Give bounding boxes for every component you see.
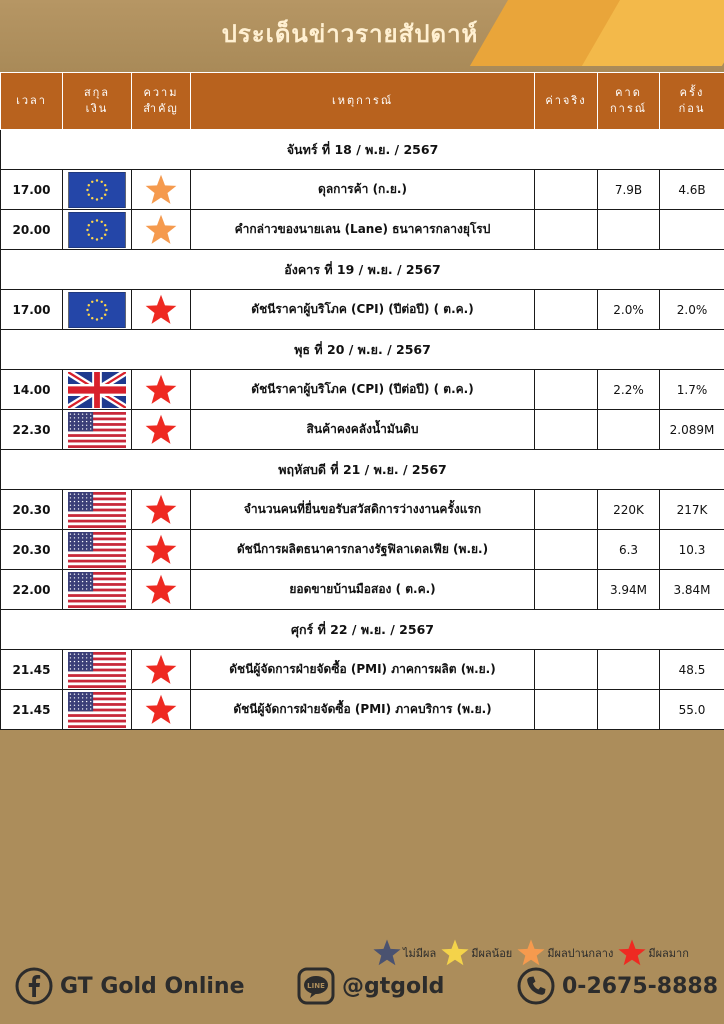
economic-calendar-table <box>0 72 724 730</box>
footer <box>0 962 724 1012</box>
eu-flag-icon <box>68 292 126 328</box>
legend-label: มีผลมาก <box>648 947 689 960</box>
event-time: 21.45 <box>1 690 63 730</box>
footer-facebook[interactable] <box>14 966 245 1006</box>
event-name: คำกล่าวของนายเลน (Lane) ธนาคารกลางยุโรป <box>191 210 535 250</box>
day-label: พุธ ที่ 20 / พ.ย. / 2567 <box>1 330 724 370</box>
event-forecast-value <box>598 690 660 730</box>
importance-cell <box>132 370 191 410</box>
importance-star-icon <box>144 493 178 527</box>
event-row <box>1 650 724 690</box>
event-previous-value: 1.7% <box>660 370 724 410</box>
day-row <box>1 610 724 650</box>
event-forecast-value: 7.9B <box>598 170 660 210</box>
event-time: 20.30 <box>1 490 63 530</box>
currency-flag-cell <box>63 170 132 210</box>
event-time: 20.00 <box>1 210 63 250</box>
event-forecast-value: 220K <box>598 490 660 530</box>
event-forecast-value: 2.2% <box>598 370 660 410</box>
event-row <box>1 370 724 410</box>
event-previous-value: 2.089M <box>660 410 724 450</box>
table-header-row <box>1 73 724 130</box>
currency-flag-cell <box>63 490 132 530</box>
event-forecast-value: 2.0% <box>598 290 660 330</box>
col-header-forecast: คาด การณ์ <box>598 73 660 130</box>
event-previous-value: 55.0 <box>660 690 724 730</box>
event-time: 17.00 <box>1 290 63 330</box>
currency-flag-cell <box>63 210 132 250</box>
event-row <box>1 410 724 450</box>
legend-label: มีผลน้อย <box>471 947 513 960</box>
page-title: ประเด็นข่าวรายสัปดาห์ <box>221 20 479 48</box>
importance-star-icon <box>144 533 178 567</box>
currency-flag-cell <box>63 530 132 570</box>
importance-cell <box>132 170 191 210</box>
day-row <box>1 250 724 290</box>
event-forecast-value <box>598 650 660 690</box>
legend-label: มีผลปานกลาง <box>547 947 614 960</box>
event-actual-value <box>535 370 598 410</box>
importance-cell <box>132 650 191 690</box>
col-header-actual: ค่าจริง <box>535 73 598 130</box>
importance-star-icon <box>144 693 178 727</box>
currency-flag-cell <box>63 690 132 730</box>
facebook-icon <box>14 966 54 1006</box>
event-row <box>1 530 724 570</box>
us-flag-icon <box>68 572 126 608</box>
col-header-importance: ความ สำคัญ <box>132 73 191 130</box>
event-name: ดัชนีผู้จัดการฝ่ายจัดซื้อ (PMI) ภาคบริการ (พ.ย.) <box>191 690 535 730</box>
event-previous-value <box>660 210 724 250</box>
day-row <box>1 450 724 490</box>
currency-flag-cell <box>63 650 132 690</box>
eu-flag-icon <box>68 212 126 248</box>
event-actual-value <box>535 530 598 570</box>
event-time: 14.00 <box>1 370 63 410</box>
event-forecast-value: 6.3 <box>598 530 660 570</box>
event-name: ดัชนีราคาผู้บริโภค (CPI) (ปีต่อปี) ( ต.ค.) <box>191 370 535 410</box>
page-header <box>0 0 724 72</box>
legend-label: ไม่มีผล <box>403 947 437 960</box>
importance-star-icon <box>144 373 178 407</box>
event-name: ยอดขายบ้านมือสอง ( ต.ค.) <box>191 570 535 610</box>
currency-flag-cell <box>63 370 132 410</box>
day-label: ศุกร์ ที่ 22 / พ.ย. / 2567 <box>1 610 724 650</box>
importance-cell <box>132 490 191 530</box>
uk-flag-icon <box>68 372 126 408</box>
event-row <box>1 570 724 610</box>
event-previous-value: 3.84M <box>660 570 724 610</box>
event-time: 17.00 <box>1 170 63 210</box>
importance-cell <box>132 410 191 450</box>
importance-cell <box>132 530 191 570</box>
importance-star-icon <box>144 213 178 247</box>
event-name: ดัชนีการผลิตธนาคารกลางรัฐฟิลาเดลเฟีย (พ.ย.) <box>191 530 535 570</box>
line-account: @gtgold <box>342 973 445 999</box>
col-header-currency: สกุล เงิน <box>63 73 132 130</box>
event-row <box>1 170 724 210</box>
event-actual-value <box>535 410 598 450</box>
calendar-body <box>1 130 724 730</box>
phone-number: 0-2675-8888 <box>562 973 719 999</box>
line-icon <box>296 966 336 1006</box>
importance-cell <box>132 210 191 250</box>
event-forecast-value <box>598 410 660 450</box>
event-previous-value: 217K <box>660 490 724 530</box>
footer-phone[interactable] <box>516 966 718 1006</box>
day-label: จันทร์ ที่ 18 / พ.ย. / 2567 <box>1 130 724 170</box>
event-actual-value <box>535 650 598 690</box>
event-previous-value: 2.0% <box>660 290 724 330</box>
event-row <box>1 210 724 250</box>
us-flag-icon <box>68 412 126 448</box>
event-time: 22.00 <box>1 570 63 610</box>
day-row <box>1 330 724 370</box>
importance-star-icon <box>144 653 178 687</box>
day-row <box>1 130 724 170</box>
event-previous-value: 4.6B <box>660 170 724 210</box>
facebook-page-name: GT Gold Online <box>60 973 245 999</box>
event-row <box>1 690 724 730</box>
importance-cell <box>132 690 191 730</box>
event-name: ดัชนีผู้จัดการฝ่ายจัดซื้อ (PMI) ภาคการผลิต (พ.ย.) <box>191 650 535 690</box>
footer-line[interactable] <box>296 966 444 1006</box>
event-name: จำนวนคนที่ยื่นขอรับสวัสดิการว่างงานครั้งแรก <box>191 490 535 530</box>
event-forecast-value <box>598 210 660 250</box>
currency-flag-cell <box>63 290 132 330</box>
currency-flag-cell <box>63 570 132 610</box>
currency-flag-cell <box>63 410 132 450</box>
event-row <box>1 290 724 330</box>
day-label: อังคาร ที่ 19 / พ.ย. / 2567 <box>1 250 724 290</box>
event-time: 20.30 <box>1 530 63 570</box>
phone-icon <box>516 966 556 1006</box>
importance-cell <box>132 290 191 330</box>
us-flag-icon <box>68 492 126 528</box>
event-name: ดุลการค้า (ก.ย.) <box>191 170 535 210</box>
importance-star-icon <box>144 173 178 207</box>
importance-star-icon <box>144 293 178 327</box>
event-previous-value: 48.5 <box>660 650 724 690</box>
col-header-previous: ครั้ง ก่อน <box>660 73 724 130</box>
svg-text:LINE: LINE <box>307 982 325 990</box>
event-previous-value: 10.3 <box>660 530 724 570</box>
us-flag-icon <box>68 532 126 568</box>
eu-flag-icon <box>68 172 126 208</box>
event-time: 22.30 <box>1 410 63 450</box>
event-forecast-value: 3.94M <box>598 570 660 610</box>
importance-star-icon <box>144 573 178 607</box>
event-row <box>1 490 724 530</box>
event-name: สินค้าคงคลังน้ำมันดิบ <box>191 410 535 450</box>
day-label: พฤหัสบดี ที่ 21 / พ.ย. / 2567 <box>1 450 724 490</box>
col-header-event: เหตุการณ์ <box>191 73 535 130</box>
event-actual-value <box>535 570 598 610</box>
event-name: ดัชนีราคาผู้บริโภค (CPI) (ปีต่อปี) ( ต.ค.) <box>191 290 535 330</box>
event-actual-value <box>535 690 598 730</box>
importance-cell <box>132 570 191 610</box>
importance-star-icon <box>144 413 178 447</box>
col-header-time: เวลา <box>1 73 63 130</box>
event-time: 21.45 <box>1 650 63 690</box>
event-actual-value <box>535 290 598 330</box>
event-actual-value <box>535 170 598 210</box>
us-flag-icon <box>68 692 126 728</box>
us-flag-icon <box>68 652 126 688</box>
event-actual-value <box>535 490 598 530</box>
event-actual-value <box>535 210 598 250</box>
